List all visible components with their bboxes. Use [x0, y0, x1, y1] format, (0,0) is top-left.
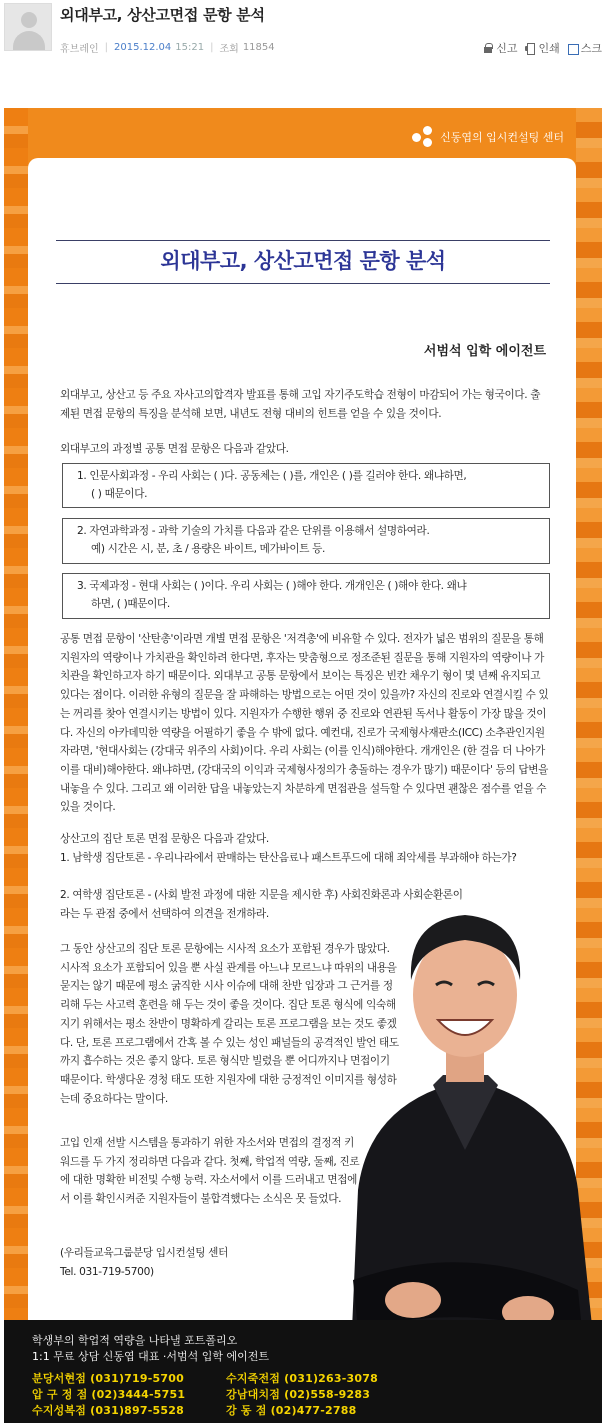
post-meta — [60, 40, 275, 55]
footer-consult: 1:1 무료 상담 신동엽 대표 ·서범석 입학 에이전트 — [32, 1350, 269, 1363]
sangsan-question-1: 1. 남학생 집단토론 - 우리나라에서 판매하는 탄산음료나 패스트푸드에 대해 죄악세를 부과해야 하는가? — [60, 852, 517, 864]
scrap-button[interactable] — [568, 40, 602, 56]
question-box-2 — [62, 518, 550, 564]
discussion-paragraph: 그 동안 상산고의 집단 토론 문항에는 시사적 요소가 포함된 경우가 많았다. 시사적 요소가 포함되어 있을 뿐 사실 관계를 아느냐 모르느냐 따위의 내용을 묻지는 않기 때문에 평소 굵직한 시사 이슈에 대해 찬반 입장과 그 근거를 정리해 두는 사고력 훈련을 해 두는 것이 좋을 것이다. 집단 토론 형식에 익숙해지기 위해서는 평소 찬반이 명확하게 갈리는 토론 프로그램을 보는 것도 좋겠다. 단, 토론 프로그램에서 간혹 볼 수 있는 성인 패널들의 공격적인 발언 태도까지 흡수하는 것은 좋지 않다. 토론 형식만 빌렸을 뿐 어디까지나 면접이기 때문이다. 학생다운 경청 태도 또한 지원자에 대한 긍정적인 이미지를 형성하는데 중요하다는 말이다. — [60, 943, 399, 1105]
contact-center: (우리들교육그룹분당 입시컨설팅 센터 — [60, 1247, 228, 1259]
post-time: 15:21 — [175, 42, 205, 53]
question-box-3 — [62, 573, 550, 619]
keywords-paragraph: 고입 인재 선발 시스템을 통과하기 위한 자소서와 면접의 결정적 키워드를 두 가지 정리하면 다음과 같다. 첫째, 학업적 역량, 둘째, 진로에 대한 명확한 비전및 수행 능력. 자소서에서 이를 드러내고 면접에서 이를 확인시켜준 지원자들이 불합격했다는 소식은 못 들었다. — [60, 1137, 360, 1206]
branch-gangnam-daechi: 강남대치점 (02)558-9283 — [226, 1388, 371, 1401]
article-byline: 서범석 입학 에이전트 — [423, 344, 546, 359]
report-label: 신고 — [496, 42, 518, 55]
consulting-center-logo — [412, 126, 564, 148]
lead-sentence: 외대부고의 과정별 공통 면접 문항은 다음과 같았다. — [60, 443, 289, 455]
meta-divider: | — [210, 42, 214, 53]
avatar-head-shape — [21, 12, 37, 28]
report-button[interactable] — [483, 40, 517, 56]
branch-apgujeong: 압 구 정 점 (02)3444-5751 — [32, 1388, 186, 1401]
print-button[interactable] — [525, 40, 559, 56]
question-3-line-1: 3. 국제과정 - 현대 사회는 ( )이다. 우리 사회는 ( )해야 한다. 개개인은 ( )해야 한다. 왜냐 — [77, 580, 467, 592]
sangsan-question-2: 2. 여학생 집단토론 - (사회 발전 과정에 대한 지문을 제시한 후) 사회진화론과 사회순환론이라는 두 관점 중에서 선택하여 의견을 전개하라. — [60, 889, 463, 920]
question-2-line-1: 2. 자연과학과정 - 과학 기술의 가치를 다음과 같은 단위를 이용해서 설명하여라. — [77, 525, 430, 537]
sangsan-lead: 상산고의 집단 토론 면접 문항은 다음과 같았다. — [60, 833, 269, 845]
post-actions — [483, 40, 602, 56]
branch-bundang: 분당서현점 (031)719-5700 — [32, 1372, 184, 1385]
branch-suji-jukjeon: 수지죽전점 (031)263-3078 — [226, 1372, 378, 1385]
question-3-line-2: 하면, ( )때문이다. — [91, 598, 170, 610]
question-box-1 — [62, 463, 550, 508]
post-date: 2015.12.04 — [114, 42, 172, 53]
analysis-paragraph: 공통 면접 문항이 '산탄총'이라면 개별 면접 문항은 '저격총'에 비유할 수 있다. 전자가 넓은 범위의 질문을 통해 지원자의 역량이나 가치관을 확인하려 한다면, 후자는 맞춤형으로 정조준된 질문을 통해 지원자의 역량이나 가치관을 확인하고자 하기 때문이다. 외대부고 공통 문항에서 보이는 특징은 빈칸 채우기 형이 몇 년째 유지되고 있다는 점이다. 이러한 유형의 질문을 잘 파해하는 방법으로는 어떤 것이 있을까? 자신의 진로와 연결시킬 수 있는 꺼리를 찾아 연결시키는 방법이 있다. 지원자가 수행한 행위 중 진로와 연관된 독서나 활동이 가장 많을 것이다. 자신의 아카데믹한 역량을 어필하기 좋을 수 밖에 없다. 예컨대, 진로가 국제형사재판소(ICC) 소추관인지원자라면, '현대사회는 (강대국 위주의 사회)이다. 우리 사회는 (이를 인식)해야한다. 개개인은 (한 걸음 더 나아가 이를 대비)해야한다. 왜냐하면, (강대국의 이익과 국제형사정의가 충돌하는 경우가 많기) 때문이다' 등의 답변을 내놓을 수 있다. 그리고 왜 이러한 답을 내놓았는지 차분하게 면접관을 설득할 수 있다면 괜찮은 점수를 얻을 수 있을 것이다. — [60, 633, 549, 814]
views-count: 11854 — [242, 42, 275, 53]
question-1-line-1: 1. 인문사회과정 - 우리 사회는 ( )다. 공동체는 ( )를, 개인은 ( )를 길러야 한다. 왜냐하면, — [77, 470, 467, 482]
intro-paragraph: 외대부고, 상산고 등 주요 자사고의합격자 발표를 통해 고입 자기주도학습 전형이 마감되어 가는 형국이다. 출제된 면접 문항의 특징을 분석해 보면, 내년도 전형 대비의 힌트를 얻을 수 있을 것이다. — [60, 389, 541, 420]
branch-gangdong: 강 동 점 (02)477-2788 — [226, 1404, 357, 1417]
branch-footer — [4, 1320, 602, 1423]
footer-tagline: 학생부의 학업적 역량을 나타낼 포트폴리오 — [32, 1334, 238, 1347]
meta-divider: | — [104, 42, 109, 53]
scrap-label: 스크 — [580, 42, 602, 55]
logo-mark-icon — [412, 126, 434, 148]
question-2-line-2: 예) 시간은 시, 분, 초 / 용량은 바이트, 메가바이트 등. — [91, 543, 326, 555]
post-title: 외대부고, 상산고면접 문항 분석 — [60, 6, 265, 24]
print-icon — [525, 43, 535, 53]
lock-icon — [483, 43, 493, 53]
views-label: 조회 — [219, 44, 239, 55]
branch-suji-seongbok: 수지성복점 (031)897-5528 — [32, 1404, 184, 1417]
logo-text: 신동엽의 입시컨설팅 센터 — [440, 131, 564, 144]
article-title: 외대부고, 상산고면접 문항 분석 — [56, 240, 550, 284]
scrap-icon — [568, 43, 578, 53]
contact-info — [60, 1244, 360, 1281]
question-1-line-2: ( ) 때문이다. — [91, 488, 148, 500]
article-poster-image — [4, 108, 602, 1423]
author-name[interactable]: 휴브레인 — [60, 44, 99, 55]
post-header — [0, 0, 602, 60]
contact-phone: Tel. 031-719-5700) — [60, 1265, 154, 1278]
print-label: 인쇄 — [538, 42, 560, 55]
avatar-body-shape — [13, 31, 45, 51]
left-grunge-border — [4, 108, 28, 1320]
author-avatar[interactable] — [4, 3, 52, 51]
